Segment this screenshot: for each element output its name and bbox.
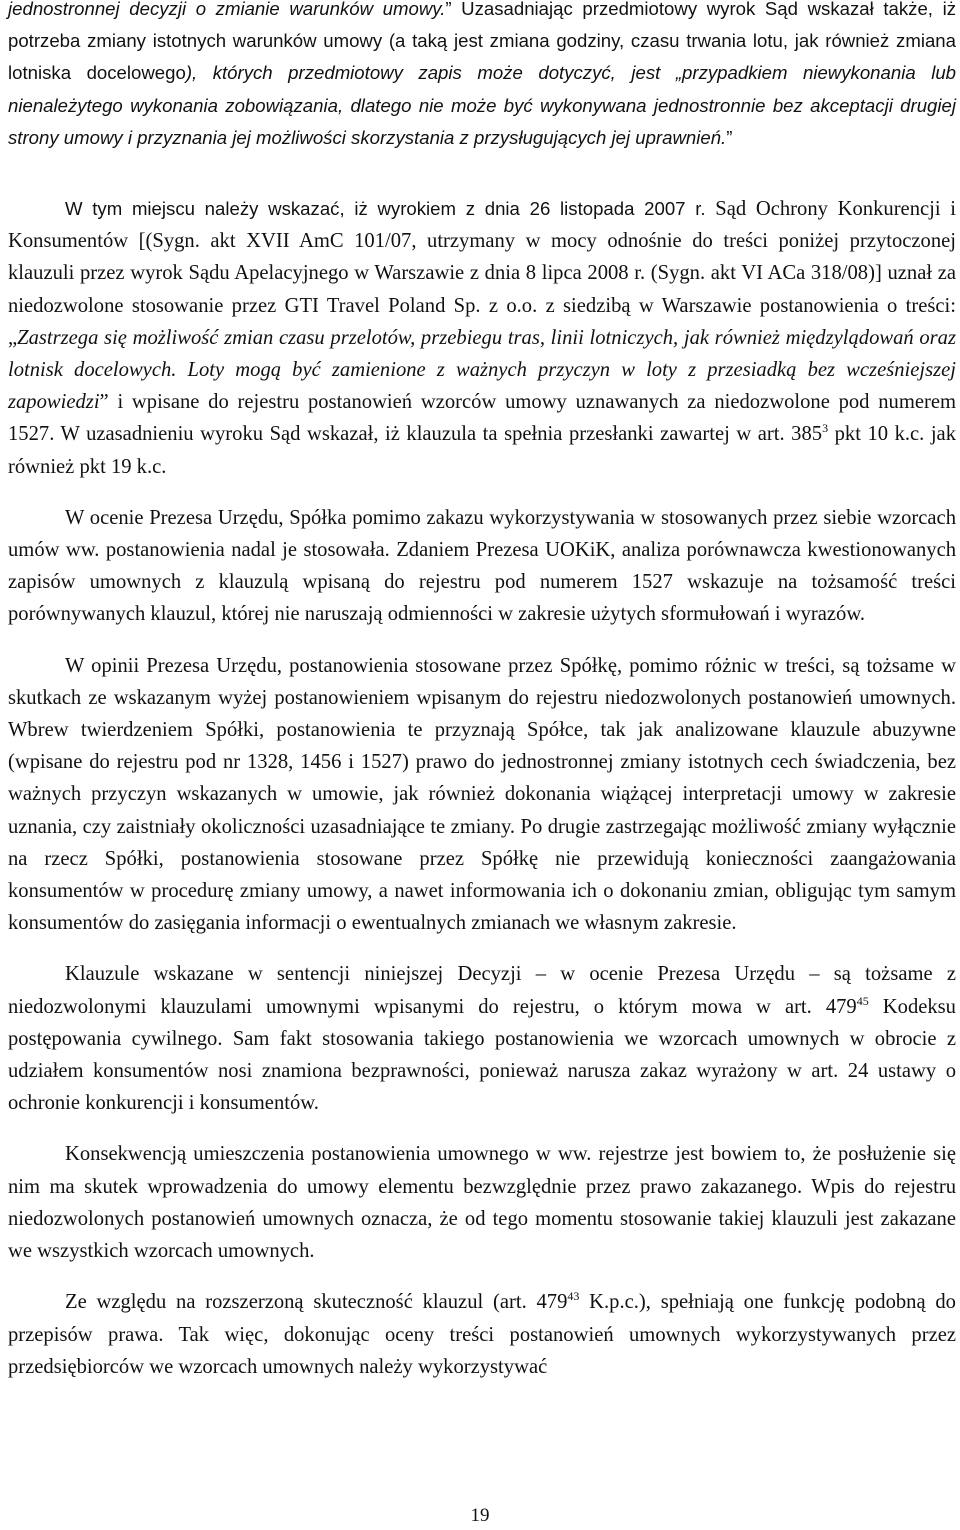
paragraph-continuation — [8, 0, 956, 154]
paragraph-consequence: Konsekwencją umieszczenia postanowienia umownego w ww. rejestrze jest bowiem to, że posłużenie się nim ma skutek wprowadzenia do umowy elementu bezwzględnie przez prawo zakazanego. Wpis do rejestru niedozwolonych postanowień umownych oznacza, że od tego momentu stosowanie takiej klauzuli jest zakazane we wszystkich wzorcach umownych. — [8, 1143, 956, 1263]
paragraph-assessment: W ocenie Prezesa Urzędu, Spółka pomimo zakazu wykorzystywania w stosowanych przez siebie wzorcach umów ww. postanowienia nadal je stosowała. Zdaniem Prezesa UOKiK, analiza porównawcza kwestionowanych zapisów umownych z klauzulą wpisaną do rejestru pod numerem 1527 wskazuje na tożsamość treści porównywanych klauzul, której nie naruszają odmienności w zakresie użytych sformułowań i wyrazów. — [8, 506, 956, 626]
paragraph-ruling — [8, 193, 956, 483]
page-number: 19 — [470, 1505, 490, 1526]
text-span: Klauzule wskazane w sentencji niniejszej Decyzji – w ocenie Prezesa Urzędu – są tożsame z niedozwolonymi klauzulami umownymi wpisanymi do rejestru, o którym mowa w art. 479 — [8, 963, 956, 1018]
body-flow — [8, 193, 956, 1383]
text-span: Ze względu na rozszerzoną skuteczność klauzul (art. 479 — [65, 1291, 568, 1314]
paragraph-opinion: W opinii Prezesa Urzędu, postanowienia stosowane przez Spółkę, pomimo różnic w treści, są tożsame w skutkach ze wskazanym wyżej postanowieniem wpisanym do rejestru niedozwolonych postanowień umownych. Wbrew twierdzeniem Spółki, postanowienia te przyznają Spółce, tak jak analizowane klauzule abuzywne (wpisane do rejestru pod nr 1328, 1456 i 1527) prawo do jednostronnej zmiany istotnych cech świadczenia, bez ważnych przyczyn wskazanych w umowie, jak również dokonania wiążącej interpretacji umowy w zakresie uznania, czy zaistniały okoliczności uzasadniające te zmiany. Po drugie zastrzegając możliwość zmiany wyłącznie na rzecz Spółki, postanowienia stosowane przez Spółkę nie przewidują konieczności zaangażowania konsumentów w procedurę zmiany umowy, a nawet informowania ich o dokonaniu zmian, obligując tym samym konsumentów do zasięgania informacji o ewentualnych zmianach we własnym zakresie. — [8, 654, 956, 935]
text-span: ” i wpisane do rejestru postanowień wzorców umowy uznawanych za niedozwolone pod numerem 1527. W uzasadnieniu wyroku Sąd wskazał, iż klauzula ta spełnia przesłanki zawartej w art. 385 — [8, 391, 956, 446]
text-span: akt VI ACa 318/08)] uznał za niedozwolone stosowanie przez GTI Travel Poland Sp. z o.o. — [8, 262, 956, 317]
text-span: z siedzibą w Warszawie postanowienia o treści: „ — [8, 294, 956, 349]
text-span: pkt 10 k.c. jak również pkt 19 k.c. — [8, 423, 956, 478]
emphasis-span: ), których przedmiotowy zapis może dotyczyć, jest — [185, 62, 661, 84]
text-span: K.p.c.), spełniają one funkcję podobną do przepisów prawa. Tak więc, dokonując oceny treści postanowień umownych wykorzystywanych przez przedsiębiorców we wzorcach umownych należy wykorzystywać — [8, 1291, 956, 1378]
paragraph-clauses — [8, 958, 956, 1119]
superscript: 45 — [856, 993, 869, 1008]
quote-start: jednostronnej decyzji o zmianie warunków umowy. — [8, 0, 446, 19]
quote-text: „przypadkiem niewykonania lub nienależytego wykonania zobowiązania, dlatego nie może być wykonywana jednostronnie bez akceptacji drugiej strony umowy i przyznania jej możliwości skorzystania z przysługujących jej uprawnień. — [8, 62, 957, 148]
text-span: Kodeksu postępowania cywilnego. Sam fakt stosowania takiego postanowienia we wzorcach umownych w obrocie z udziałem konsumentów nosi znamiona bezprawności, ponieważ narusza zakaz wyrażony w art. 24 ustawy o ochronie konkurencji i konsumentów. — [8, 995, 956, 1115]
text-span: Sąd Ochrony Konkurencji i Konsumentów [(Sygn. — [8, 198, 956, 253]
text-span: ” Uzasadniając przedmiotowy wyrok Sąd wskazał także, iż potrzeba zmiany istotnych warunków umowy (a taką jest zmiana godziny, czasu trwania lotu, jak również zmiana lotniska docelowego — [8, 0, 956, 84]
superscript: 3 — [822, 421, 829, 436]
quote-close: ” — [726, 126, 733, 148]
superscript: 43 — [567, 1289, 580, 1304]
paragraph-effectiveness — [8, 1286, 956, 1383]
text-span: W tym miejscu należy wskazać, iż wyrokiem z dnia 26 listopada 2007 r. — [65, 198, 706, 219]
text-span: akt XVII AmC 101/07, utrzymany w mocy odnośnie do treści poniżej przytoczonej klauzuli przez wyrok Sądu Apelacyjnego w Warszawie z dnia 8 lipca 2008 r. (Sygn. — [8, 230, 956, 285]
quoted-clause: Zastrzega się możliwość zmian czasu przelotów, przebiegu tras, linii lotniczych, jak również międzylądowań oraz lotnisk docelowych. Loty mogą być zamienione z ważnych przyczyn w loty z przesiadką bez wcześniejszej zapowiedzi — [8, 326, 956, 414]
